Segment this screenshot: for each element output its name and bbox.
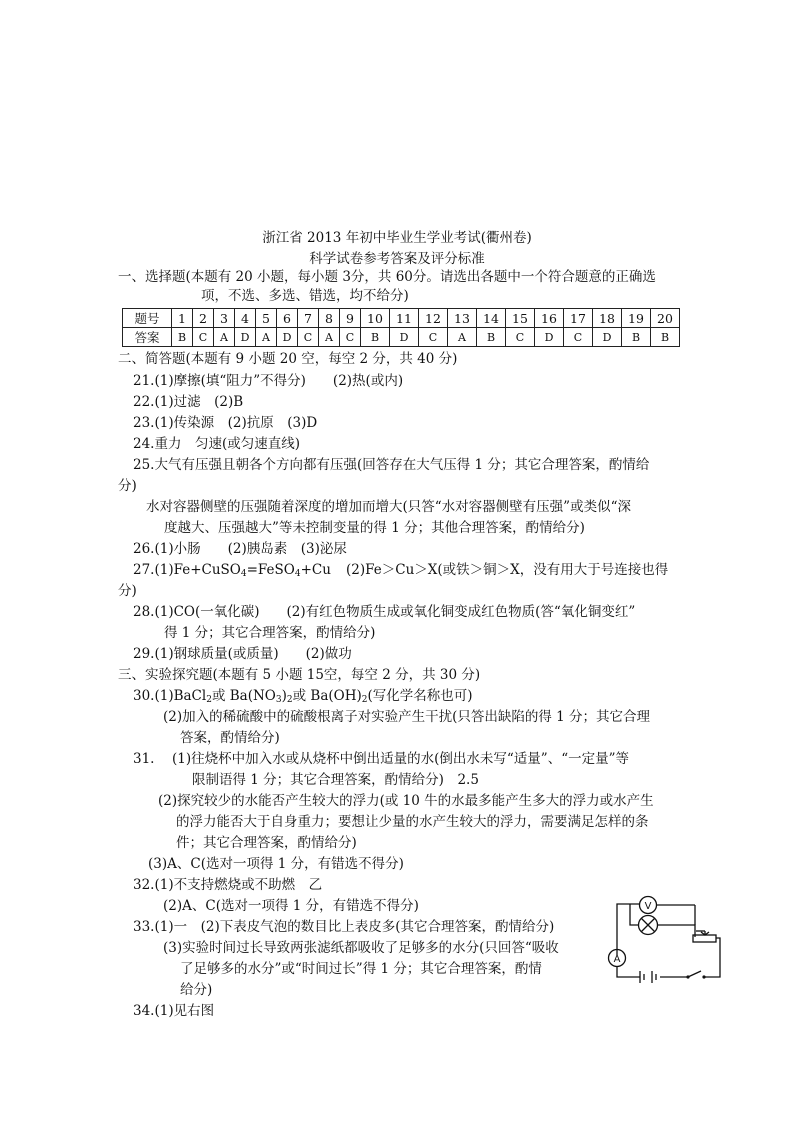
table-cell: B [172, 328, 193, 347]
table-cell: 18 [593, 309, 622, 328]
subscript: 4 [294, 569, 301, 579]
table-header-number: 题号 [123, 309, 172, 328]
section1-heading-cont: 项，不选、多选、错选，均不给分) [201, 288, 409, 304]
table-cell: D [390, 328, 419, 347]
section2-heading: 二、简答题(本题有 9 小题 20 空，每空 2 分，共 40 分) [118, 351, 458, 367]
answer-30-line2: (2)加入的稀硫酸中的硫酸根离子对实验产生干扰(只答出缺陷的得 1 分；其它合理 [163, 709, 651, 725]
table-cell: A [214, 328, 235, 347]
answer-table [122, 308, 680, 347]
table-cell: 12 [419, 309, 448, 328]
ammeter-label: A [613, 954, 621, 965]
wire [704, 938, 720, 977]
switch-icon [688, 971, 701, 977]
answer-31-number: 31. [133, 751, 155, 767]
table-cell: D [235, 328, 256, 347]
table-cell: 15 [506, 309, 535, 328]
table-cell: 4 [235, 309, 256, 328]
answer-31-line2: 限制语得 1 分；其它合理答案，酌情给分) 2.5 [192, 772, 479, 788]
table-cell: 9 [340, 309, 361, 328]
table-cell: C [298, 328, 319, 347]
table-cell: 14 [477, 309, 506, 328]
answer-32-line1: 32.(1)不支持燃烧或不助燃 乙 [133, 877, 323, 893]
answer-27-part1 [133, 561, 331, 579]
answer-31-line4: 的浮力能否大于自身重力；要想让少量的水产生较大的浮力，需要满足怎样的条 [176, 814, 649, 830]
answer-30-line3: 答案，酌情给分) [180, 730, 280, 746]
answer-24: 24.重力 匀速(或匀速直线) [133, 436, 301, 452]
answer-28-line2: 得 1 分；其它合理答案，酌情给分) [164, 625, 376, 641]
table-cell: B [361, 328, 390, 347]
answer-table-answer-row [123, 328, 680, 347]
answer-25-line2: 分) [118, 478, 137, 494]
voltmeter-label: V [644, 901, 652, 912]
answer-23: 23.(1)传染源 (2)抗原 (3)D [133, 415, 318, 431]
switch-contact [686, 975, 689, 978]
answer-31-line5: 件；其它合理答案，酌情给分) [176, 835, 357, 851]
table-cell: 16 [535, 309, 564, 328]
text: 或 Ba(NO [211, 688, 276, 704]
table-cell: A [256, 328, 277, 347]
answer-28-line1: 28.(1)CO(一氧化碳) (2)有红色物质生成或氧化铜变成红色物质(答“氧化铜变红” [133, 604, 636, 620]
table-cell: C [340, 328, 361, 347]
text: +Cu [300, 562, 331, 578]
document-subtitle: 科学试卷参考答案及评分标准 [309, 251, 485, 267]
text: 27.(1)Fe+CuSO [133, 562, 241, 578]
table-cell: 10 [361, 309, 390, 328]
text: =FeSO [246, 562, 295, 578]
table-cell: 1 [172, 309, 193, 328]
table-cell: 11 [390, 309, 419, 328]
switch-contact [702, 975, 705, 978]
table-cell: 7 [298, 309, 319, 328]
answer-30-line1 [133, 687, 473, 705]
table-cell: C [564, 328, 593, 347]
table-cell: D [593, 328, 622, 347]
text: ) [281, 688, 287, 704]
table-cell: B [622, 328, 651, 347]
rheostat [693, 935, 716, 942]
subscript: 2 [361, 695, 368, 705]
battery-icon [640, 971, 656, 983]
answer-31-line1: (1)往烧杯中加入水或从烧杯中倒出适量的水(倒出水未写“适量”、“一定量”等 [172, 751, 629, 767]
answer-25-line3: 水对容器侧壁的压强随着深度的增加而增大(只答“水对容器侧壁有压强”或类似“深 [146, 499, 631, 515]
wire [617, 904, 639, 955]
subscript: 2 [286, 695, 293, 705]
answer-21: 21.(1)摩擦(填“阻力”不得分) (2)热(或内) [133, 373, 404, 389]
subscript: 2 [206, 695, 212, 705]
table-cell: A [319, 328, 340, 347]
answer-25-line4: 度越大、压强越大”等未控制变量的得 1 分；其他合理答案，酌情给分) [164, 520, 585, 536]
table-cell: C [506, 328, 535, 347]
table-cell: B [651, 328, 680, 347]
table-cell: 19 [622, 309, 651, 328]
answer-33-line3: 了足够多的水分”或“时间过长”得 1 分；其它合理答案，酌情 [180, 961, 542, 977]
answer-33-line2: (3)实验时间过长导致两张滤纸都吸收了足够多的水分(只回答“吸收 [163, 940, 559, 956]
answer-27-line2: 分) [118, 583, 137, 599]
table-cell: D [535, 328, 564, 347]
table-cell: A [448, 328, 477, 347]
section1-heading: 一、选择题(本题有 20 小题，每小题 3分，共 60分。请选出各题中一个符合题意的正确选 [118, 269, 656, 285]
answer-33-line1: 33.(1)一 (2)下表皮气泡的数目比上表皮多(其它合理答案，酌情给分) [133, 919, 555, 935]
document-title: 浙江省 2013 年初中毕业生学业考试(衢州卷) [262, 230, 532, 246]
answer-26: 26.(1)小肠 (2)胰岛素 (3)泌尿 [133, 541, 347, 557]
wire [617, 966, 640, 977]
wire [630, 904, 639, 925]
circuit-diagram [600, 885, 735, 990]
table-header-answer: 答案 [123, 328, 172, 347]
text: 或 Ba(OH) [292, 688, 362, 704]
subscript: 3 [275, 695, 282, 705]
table-cell: C [193, 328, 214, 347]
table-cell: B [477, 328, 506, 347]
table-cell: C [419, 328, 448, 347]
answer-table-number-row [123, 309, 680, 328]
table-cell: D [277, 328, 298, 347]
table-cell: 6 [277, 309, 298, 328]
subscript: 4 [240, 569, 247, 579]
section3-heading: 三、实验探究题(本题有 5 小题 15空，每空 2 分，共 30 分) [118, 667, 481, 683]
answer-32-line2: (2)A、C(选对一项得 1 分，有错选不得分) [163, 898, 419, 914]
answer-31-line6: (3)A、C(选对一项得 1 分，有错选不得分) [148, 856, 404, 872]
table-cell: 13 [448, 309, 477, 328]
table-cell: 20 [651, 309, 680, 328]
answer-33-line4: 给分) [180, 982, 213, 998]
table-cell: 5 [256, 309, 277, 328]
wire [658, 925, 695, 937]
text: 30.(1)BaCl [133, 688, 207, 704]
answer-29: 29.(1)钢球质量(或质量) (2)做功 [133, 646, 352, 662]
table-cell: 3 [214, 309, 235, 328]
answer-31-line3: (2)探究较少的水能否产生较大的浮力(或 10 牛的水最多能产生多大的浮力或水产生 [158, 793, 654, 809]
lamp-cross [642, 919, 655, 932]
answer-34: 34.(1)见右图 [133, 1003, 215, 1019]
text: (写化学名称也可) [367, 688, 473, 704]
table-cell: 8 [319, 309, 340, 328]
answer-25-line1: 25.大气有压强且朝各个方向都有压强(回答存在大气压得 1 分；其它合理答案，酌情给 [133, 457, 650, 473]
answer-27-part2: (2)Fe＞Cu＞X(或铁＞铜＞X，没有用大于号连接也得 [346, 562, 669, 578]
table-cell: 2 [193, 309, 214, 328]
answer-22: 22.(1)过滤 (2)B [133, 394, 244, 410]
table-cell: 17 [564, 309, 593, 328]
